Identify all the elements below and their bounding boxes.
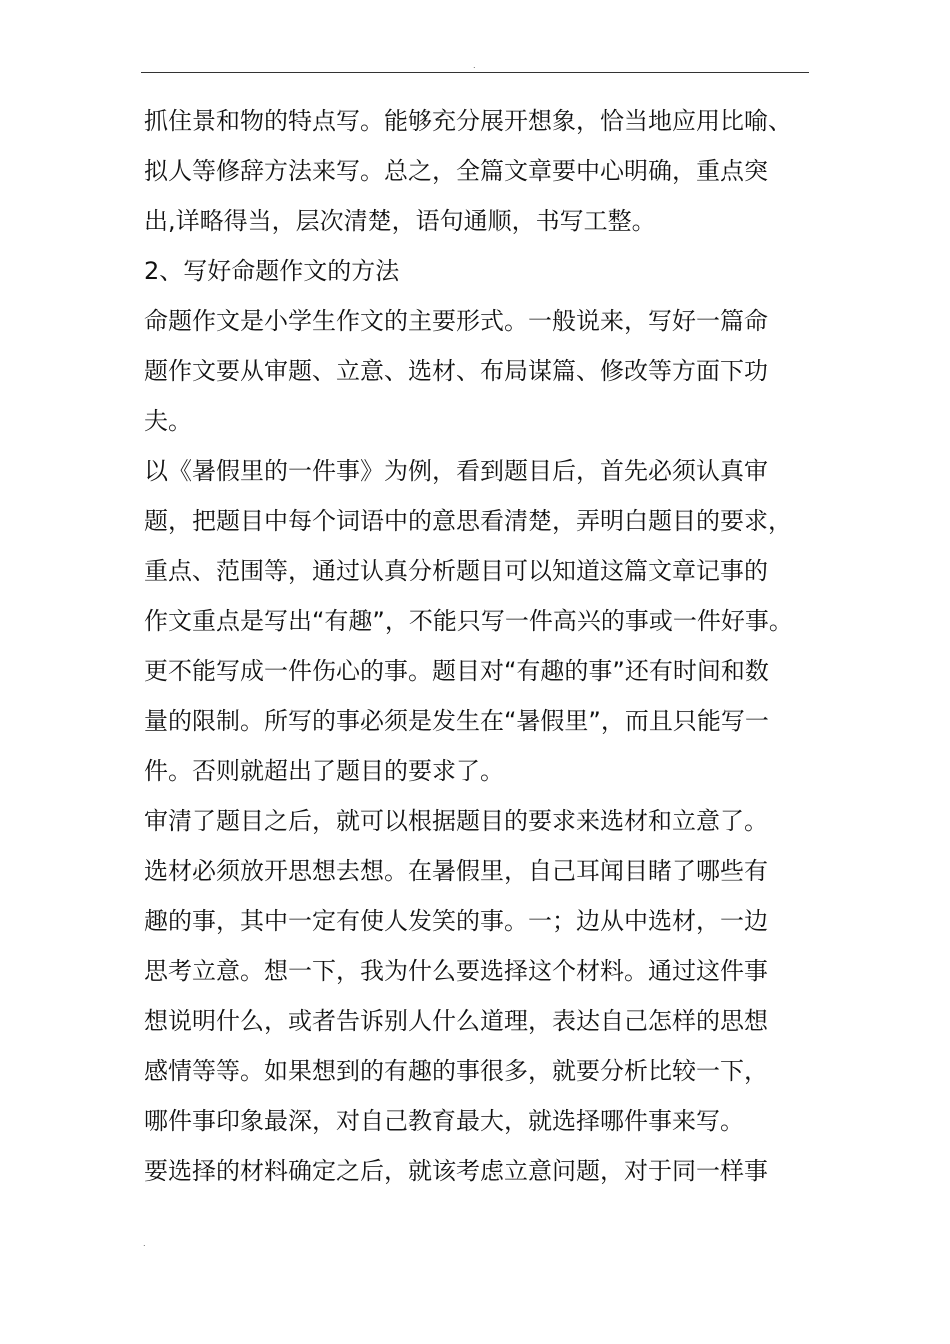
text-line: 作文重点是写出“有趣”，不能只写一件高兴的事或一件好事。 — [144, 607, 793, 635]
text-line: 量的限制。所写的事必须是发生在“暑假里”，而且只能写一 — [144, 707, 769, 735]
text-line: 夫。 — [144, 407, 192, 435]
text-line: 命题作文是小学生作文的主要形式。一般说来，写好一篇命 — [144, 307, 768, 335]
document-body — [144, 96, 814, 1196]
text-line: 更不能写成一件伤心的事。题目对“有趣的事”还有时间和数 — [144, 657, 769, 685]
text-line: 审清了题目之后，就可以根据题目的要求来选材和立意了。 — [144, 807, 768, 835]
text-line: 哪件事印象最深，对自己教育最大，就选择哪件事来写。 — [144, 1107, 744, 1135]
text-line: 题，把题目中每个词语中的意思看清楚，弄明白题目的要求， — [144, 507, 792, 535]
header-rule — [141, 72, 809, 73]
text-line: 抓住景和物的特点写。能够充分展开想象，恰当地应用比喻、 — [144, 107, 792, 135]
text-line: 拟人等修辞方法来写。总之，全篇文章要中心明确，重点突 — [144, 157, 768, 185]
text-line: 以《暑假里的一件事》为例，看到题目后，首先必须认真审 — [144, 457, 768, 485]
text-line: 重点、范围等，通过认真分析题目可以知道这篇文章记事的 — [144, 557, 768, 585]
text-line: 感情等等。如果想到的有趣的事很多，就要分析比较一下， — [144, 1057, 768, 1085]
text-line: 想说明什么，或者告诉别人什么道理，表达自己怎样的思想 — [144, 1007, 768, 1035]
header-mark: . — [473, 61, 476, 70]
text-line: 趣的事，其中一定有使人发笑的事。一；边从中选材，一边 — [144, 907, 768, 935]
text-line: 件。否则就超出了题目的要求了。 — [144, 757, 504, 785]
footer-mark: . — [143, 1239, 146, 1248]
section-heading: 2、写好命题作文的方法 — [144, 257, 400, 285]
text-line: 出,详略得当，层次清楚，语句通顺，书写工整。 — [144, 207, 656, 235]
text-line: 要选择的材料确定之后，就该考虑立意问题，对于同一样事 — [144, 1157, 768, 1185]
text-line: 题作文要从审题、立意、选材、布局谋篇、修改等方面下功 — [144, 357, 768, 385]
text-line: 思考立意。想一下，我为什么要选择这个材料。通过这件事 — [144, 957, 768, 985]
text-line: 选材必须放开思想去想。在暑假里，自己耳闻目睹了哪些有 — [144, 857, 768, 885]
